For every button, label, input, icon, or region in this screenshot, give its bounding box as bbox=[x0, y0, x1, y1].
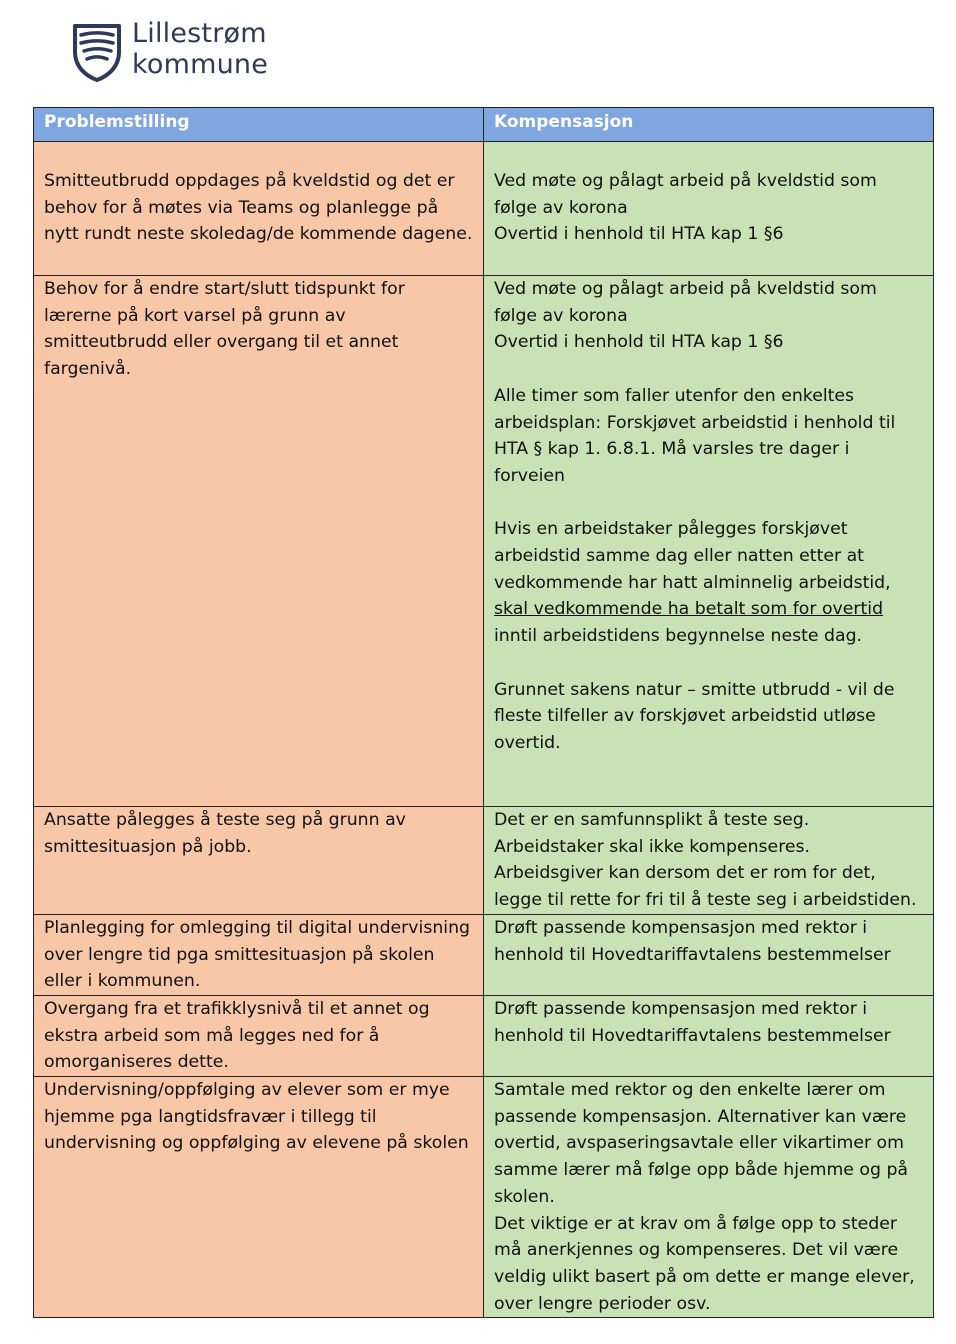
problem-text: Planlegging for omlegging til digital undervisning over lengre tid pga smittesituasjon på skolen eller i kommunen. bbox=[44, 917, 470, 992]
compensation-text: Alle timer som faller utenfor den enkeltes arbeidsplan: Forskjøvet arbeidstid i henhold til HTA § kap 1. 6.8.1. Må varsles tre dager i forveien bbox=[494, 385, 896, 486]
compensation-text: Drøft passende kompensasjon med rektor i henhold til Hovedtariffavtalens bestemmelser bbox=[494, 917, 891, 965]
compensation-cell bbox=[484, 142, 934, 276]
problem-cell bbox=[34, 807, 484, 915]
compensation-cell bbox=[484, 276, 934, 807]
table-row bbox=[34, 142, 934, 276]
problem-cell bbox=[34, 914, 484, 995]
table-row bbox=[34, 914, 934, 995]
compensation-cell bbox=[484, 1077, 934, 1318]
compensation-text: Det viktige er at krav om å følge opp to steder må anerkjennes og kompenseres. Det vil være veldig ulikt basert på om dette er mange elever, over lengre perioder osv. bbox=[494, 1213, 915, 1314]
compensation-cell bbox=[484, 807, 934, 915]
compensation-text: Arbeidsgiver kan dersom det er rom for det, legge til rette for fri til å teste seg i arbeidstiden. bbox=[494, 863, 917, 911]
problem-text: Smitteutbrudd oppdages på kveldstid og det er behov for å møtes via Teams og planlegge på nytt rundt neste skoledag/de kommende dagene. bbox=[44, 171, 473, 245]
problem-text: Undervisning/oppfølging av elever som er mye hjemme pga langtidsfravær i tillegg til undervisning og oppfølging av elevene på skolen bbox=[44, 1080, 469, 1154]
problem-text: Overgang fra et trafikklysnivå til et annet og ekstra arbeid som må legges ned for å omorganiseres dette. bbox=[44, 998, 430, 1073]
problem-text: Ansatte pålegges å teste seg på grunn av smittesituasjon på jobb. bbox=[44, 810, 406, 857]
logo-line-1: Lillestrøm bbox=[132, 18, 267, 49]
table-row bbox=[34, 807, 934, 915]
compensation-text: Det er en samfunnsplikt å teste seg. bbox=[494, 810, 810, 830]
underlined-text: skal vedkommende ha betalt som for overtid bbox=[494, 599, 884, 620]
problem-cell bbox=[34, 995, 484, 1076]
logo-text bbox=[132, 18, 268, 80]
problem-cell bbox=[34, 1077, 484, 1318]
compensation-cell bbox=[484, 914, 934, 995]
table-header-row bbox=[34, 108, 934, 142]
compensation-text: Grunnet sakens natur – smitte utbrudd - vil de fleste tilfeller av forskjøvet arbeidstid utløse overtid. bbox=[494, 679, 895, 753]
compensation-text: Arbeidstaker skal ikke kompenseres. bbox=[494, 836, 811, 857]
table-row bbox=[34, 995, 934, 1076]
compensation-table bbox=[33, 107, 934, 1318]
compensation-text-part: Hvis en arbeidstaker pålegges forskjøvet arbeidstid samme dag eller natten etter at vedkommende har hatt alminnelig arbeidstid, bbox=[494, 519, 891, 593]
problem-cell bbox=[34, 276, 484, 807]
compensation-cell bbox=[484, 995, 934, 1076]
table-row bbox=[34, 1077, 934, 1318]
compensation-text: Drøft passende kompensasjon med rektor i henhold til Hovedtariffavtalens bestemmelser bbox=[494, 998, 891, 1046]
compensation-text: Ved møte og pålagt arbeid på kveldstid som følge av korona bbox=[494, 279, 877, 326]
header-kompensasjon: Kompensasjon bbox=[484, 108, 934, 142]
compensation-text: Ved møte og pålagt arbeid på kveldstid som følge av korona bbox=[494, 171, 877, 218]
logo bbox=[72, 18, 268, 84]
header-problemstilling: Problemstilling bbox=[34, 108, 484, 142]
logo-line-2: kommune bbox=[132, 49, 269, 80]
lillestrom-shield-icon bbox=[72, 22, 122, 82]
compensation-text bbox=[494, 516, 923, 650]
table-row bbox=[34, 276, 934, 807]
problem-text: Behov for å endre start/slutt tidspunkt for lærerne på kort varsel på grunn av smitteutbrudd eller overgang til et annet fargenivå. bbox=[44, 279, 405, 380]
compensation-text: Overtid i henhold til HTA kap 1 §6 bbox=[494, 332, 784, 353]
compensation-text-part: inntil arbeidstidens begynnelse neste dag. bbox=[494, 626, 863, 647]
compensation-text: Samtale med rektor og den enkelte lærer om passende kompensasjon. Alternativer kan være overtid, avspaseringsavtale eller vikartimer om samme lærer må følge opp både hjemme og på skolen. bbox=[494, 1080, 909, 1207]
problem-cell bbox=[34, 142, 484, 276]
compensation-text: Overtid i henhold til HTA kap 1 §6 bbox=[494, 224, 784, 245]
